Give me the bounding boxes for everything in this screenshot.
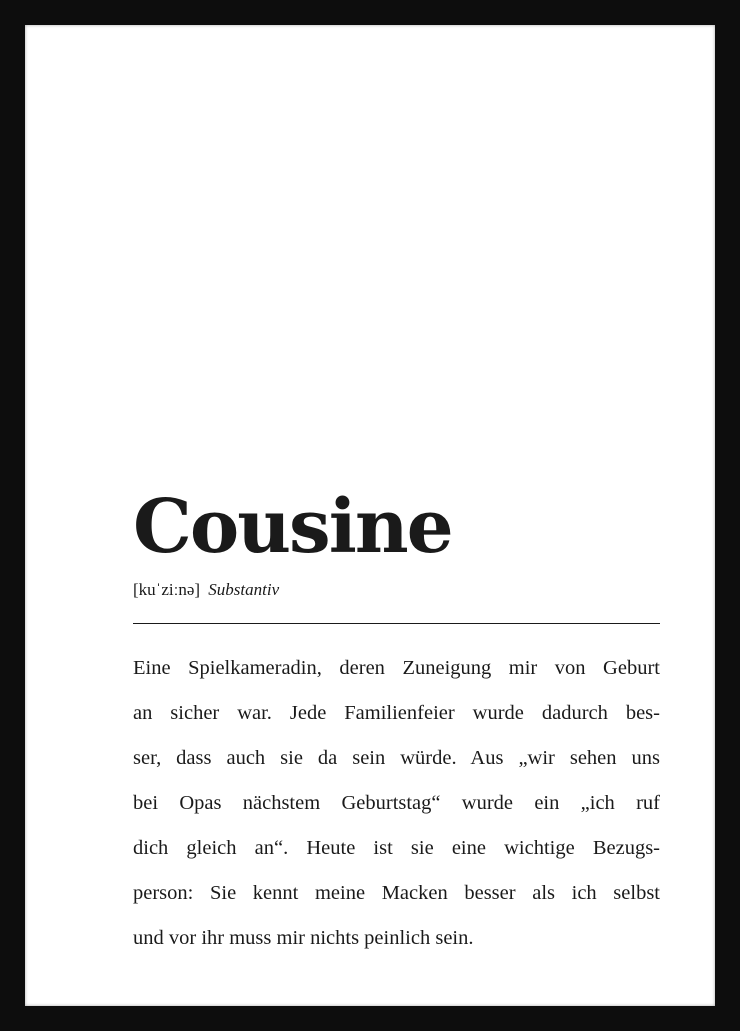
poster-paper bbox=[25, 25, 715, 1006]
definition-line: dich gleich an“. Heute ist sie eine wichtige Bezugs- bbox=[133, 837, 660, 859]
entry-meta bbox=[133, 577, 660, 603]
definition-line: person: Sie kennt meine Macken besser als ich selbst bbox=[133, 882, 660, 904]
dictionary-entry bbox=[133, 477, 660, 961]
definition-line: und vor ihr muss mir nichts peinlich sein. bbox=[133, 927, 474, 949]
definition-line: bei Opas nächstem Geburtstag“ wurde ein „ich ruf bbox=[133, 792, 660, 814]
part-of-speech: Substantiv bbox=[208, 580, 280, 599]
divider-line bbox=[133, 623, 660, 624]
definition-line: ser, dass auch sie da sein würde. Aus „wir sehen uns bbox=[133, 747, 660, 769]
entry-word: Cousine bbox=[133, 484, 452, 570]
definition-text bbox=[133, 646, 660, 961]
pronunciation: [kuˈziːnə] bbox=[133, 580, 201, 599]
definition-line: an sicher war. Jede Familienfeier wurde dadurch bes- bbox=[133, 702, 660, 724]
definition-line: Eine Spielkameradin, deren Zuneigung mir von Geburt bbox=[133, 657, 660, 679]
